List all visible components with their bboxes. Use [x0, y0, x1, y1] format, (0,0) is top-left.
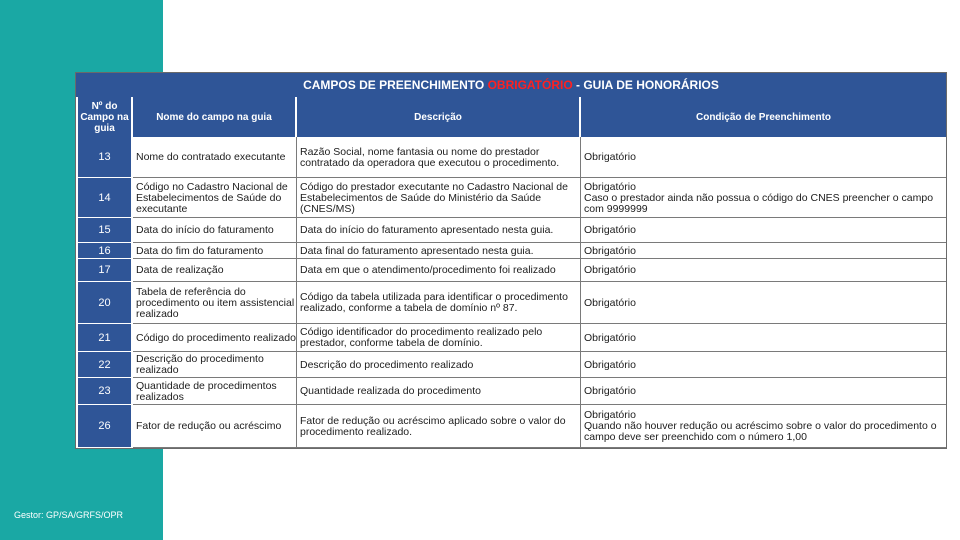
row-number: 17: [78, 259, 131, 281]
row-number: 22: [78, 352, 131, 377]
row-cond-cell: Obrigatório Quando não houver redução ou acréscimo sobre o valor do procedimento o campo deve ser preenchido com o número 1,00: [584, 409, 937, 443]
row-desc-cell: Data em que o atendimento/procedimento foi realizado: [300, 264, 556, 276]
row-cond-cell: Obrigatório: [584, 244, 636, 257]
row-name-cell: Fator de redução ou acréscimo: [136, 420, 282, 432]
row-desc-cell: Código identificador do procedimento realizado pelo prestador, conforme tabela de domínio.: [300, 326, 543, 349]
header-num: Nº do Campo na guia: [78, 97, 131, 137]
column-divider: [580, 137, 581, 448]
row-name-cell: Data de realização: [136, 264, 224, 276]
row-name-cell: Nome do contratado executante: [136, 151, 286, 163]
row-cond-cell: Obrigatório: [584, 296, 636, 309]
row-cond-cell: Obrigatório Caso o prestador ainda não possua o código do CNES preencher o campo com 9999999: [584, 180, 934, 215]
row-name-cell: Descrição do procedimento realizado: [136, 353, 264, 376]
header-name: Nome do campo na guia: [133, 97, 295, 137]
row-number: 16: [78, 243, 131, 258]
row-name-cell: Tabela de referência do procedimento ou item assistencial realizado: [136, 285, 295, 320]
row-number: 23: [78, 378, 131, 404]
row-cond-cell: Obrigatório: [584, 151, 636, 163]
row-cond-cell: Obrigatório: [584, 224, 636, 236]
title-suffix: - GUIA DE HONORÁRIOS: [572, 78, 719, 92]
row-number: 20: [78, 282, 131, 323]
title-highlight: OBRIGATÓRIO: [487, 78, 573, 92]
column-divider: [296, 137, 297, 448]
row-desc-cell: Data do início do faturamento apresentado nesta guia.: [300, 224, 554, 236]
row-name-cell: Data do início do faturamento: [136, 224, 274, 236]
row-desc-cell: Data final do faturamento apresentado nesta guia.: [300, 244, 534, 257]
row-cond-cell: Obrigatório: [584, 264, 636, 276]
row-number: 14: [78, 178, 131, 217]
row-number: 15: [78, 218, 131, 242]
footer-note: Gestor: GP/SA/GRFS/OPR: [14, 510, 124, 520]
header-desc: Descrição: [297, 97, 579, 137]
row-name-cell: Quantidade de procedimentos realizados: [136, 379, 277, 403]
header-cond: Condição de Preenchimento: [581, 97, 946, 137]
row-desc-cell: Descrição do procedimento realizado: [300, 358, 474, 371]
row-desc-cell: Quantidade realizada do procedimento: [300, 385, 481, 397]
row-desc-cell: Fator de redução ou acréscimo aplicado sobre o valor do procedimento realizado.: [300, 414, 566, 438]
row-name-cell: Data do fim do faturamento: [136, 244, 264, 257]
row-cond-cell: Obrigatório: [584, 358, 636, 371]
row-name-cell: Código do procedimento realizado: [136, 331, 296, 344]
row-number: 13: [78, 137, 131, 177]
fields-table: [75, 72, 947, 449]
row-cond-cell: Obrigatório: [584, 385, 636, 397]
row-number: 21: [78, 324, 131, 351]
row-desc-cell: Código da tabela utilizada para identificar o procedimento realizado, conforme a tabela de domínio nº 87.: [300, 291, 568, 314]
row-divider: [133, 447, 946, 448]
row-desc-cell: Razão Social, nome fantasia ou nome do prestador contratado da operadora que executou o procedimento.: [300, 145, 560, 169]
row-name-cell: Código no Cadastro Nacional de Estabelecimentos de Saúde do executante: [136, 180, 288, 215]
row-number: 26: [78, 405, 131, 447]
row-desc-cell: Código do prestador executante no Cadastro Nacional de Estabelecimentos de Saúde do Ministério da Saúde (CNES/MS): [300, 180, 568, 215]
row-cond-cell: Obrigatório: [584, 331, 636, 344]
table-title: [76, 73, 946, 97]
title-prefix: CAMPOS DE PREENCHIMENTO: [303, 78, 488, 92]
